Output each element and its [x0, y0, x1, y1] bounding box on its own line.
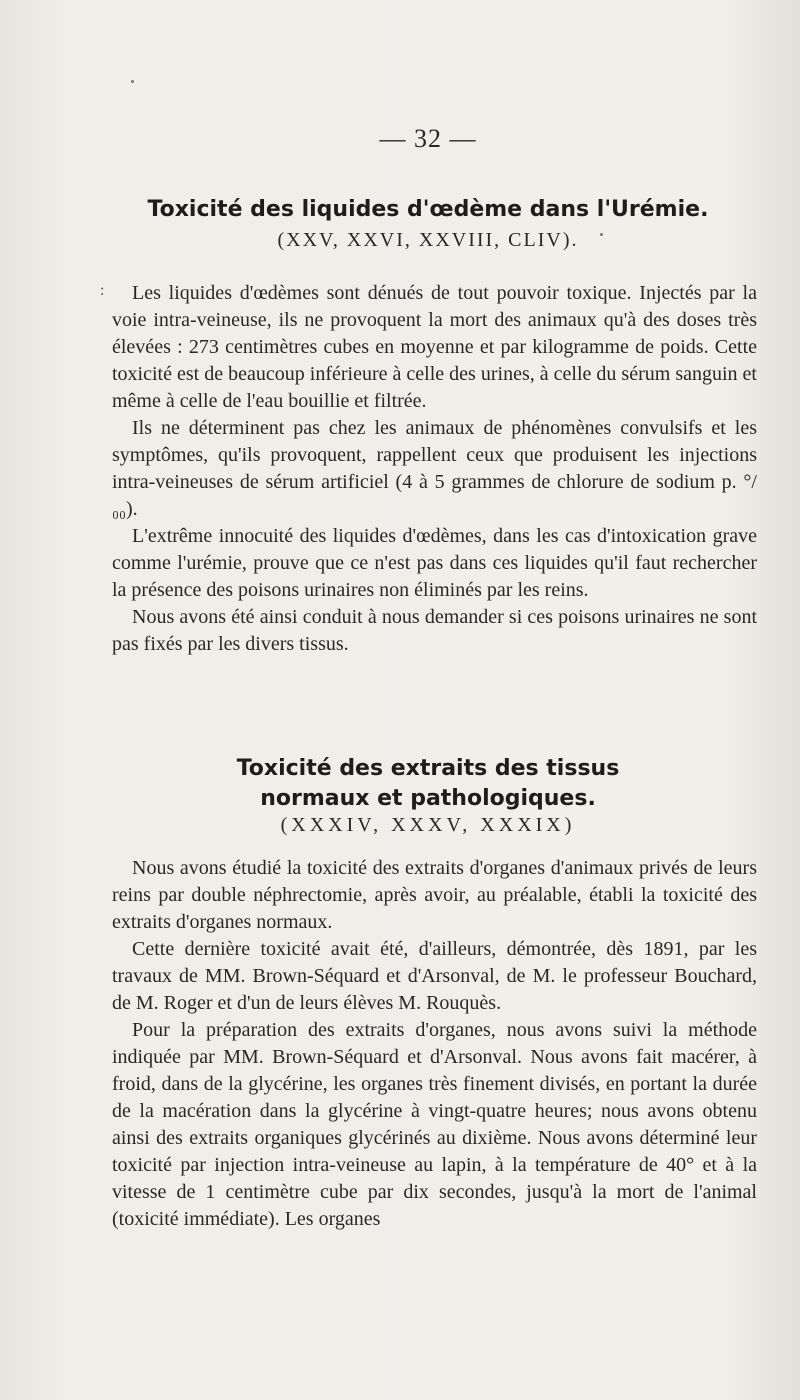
section-references: (XXV, XXVI, XXVIII, CLIV).	[277, 229, 579, 251]
section-body	[112, 280, 757, 658]
gutter-mark: :	[100, 282, 105, 299]
section-title	[0, 754, 800, 814]
paragraph: Ils ne déterminent pas chez les animaux de phénomènes convulsifs et les symptômes, qu'ils provoquent, rappellent ceux que produisent les injections intra-veineuses de sérum artificiel (4 à 5 grammes de chlorure de sodium p. °/₀₀).	[112, 417, 757, 520]
section-body	[112, 855, 757, 1233]
section-title-line: normaux et pathologiques.	[260, 786, 596, 811]
paragraph: Pour la préparation des extraits d'organes, nous avons suivi la méthode indiquée par MM. Brown-Séquard et d'Arsonval. Nous avons fait macérer, à froid, dans de la glycérine, les organes très finement divisés, en portant la durée de la macération dans la glycérine à vingt-quatre heures; nous avons obtenu ainsi des extraits organiques glycérinés au dixième. Nous avons déterminé leur toxicité par injection intra-veineuse au lapin, à la température de 40° et à la vitesse de 1 centimètre cube par dix secondes, jusqu'à la mort de l'animal (toxicité immédiate). Les organes	[112, 1019, 757, 1230]
paragraph: Cette dernière toxicité avait été, d'ailleurs, démontrée, dès 1891, par les travaux de MM. Brown-Séquard et d'Arsonval, de M. le professeur Bouchard, de M. Roger et d'un de leurs élèves M. Rouquès.	[112, 938, 757, 1014]
page-number: — 32 —	[379, 124, 477, 153]
paragraph: Nous avons été ainsi conduit à nous demander si ces poisons urinaires ne sont pas fixés par les divers tissus.	[112, 606, 757, 655]
section-title: Toxicité des liquides d'œdème dans l'Urémie.	[147, 197, 709, 222]
paragraph: Les liquides d'œdèmes sont dénués de tout pouvoir toxique. Injectés par la voie intra-veineuse, ils ne provoquent la mort des animaux qu'à des doses très élevées : 273 centimètres cubes en moyenne et par kilogramme de poids. Cette toxicité est de beaucoup inférieure à celle des urines, à celle du sérum sanguin et même à celle de l'eau bouillie et filtrée.	[112, 282, 757, 412]
speck	[131, 80, 134, 83]
paragraph: L'extrême innocuité des liquides d'œdèmes, dans les cas d'intoxication grave comme l'urémie, prouve que ce n'est pas dans ces liquides qu'il faut rechercher la présence des poisons urinaires non éliminés par les reins.	[112, 525, 757, 601]
paragraph: Nous avons étudié la toxicité des extraits d'organes d'animaux privés de leurs reins par double néphrectomie, après avoir, au préalable, établi la toxicité des extraits d'organes normaux.	[112, 857, 757, 933]
section-title-line: Toxicité des extraits des tissus	[236, 756, 620, 781]
section-references: (XXXIV, XXXV, XXXIX)	[280, 814, 576, 836]
